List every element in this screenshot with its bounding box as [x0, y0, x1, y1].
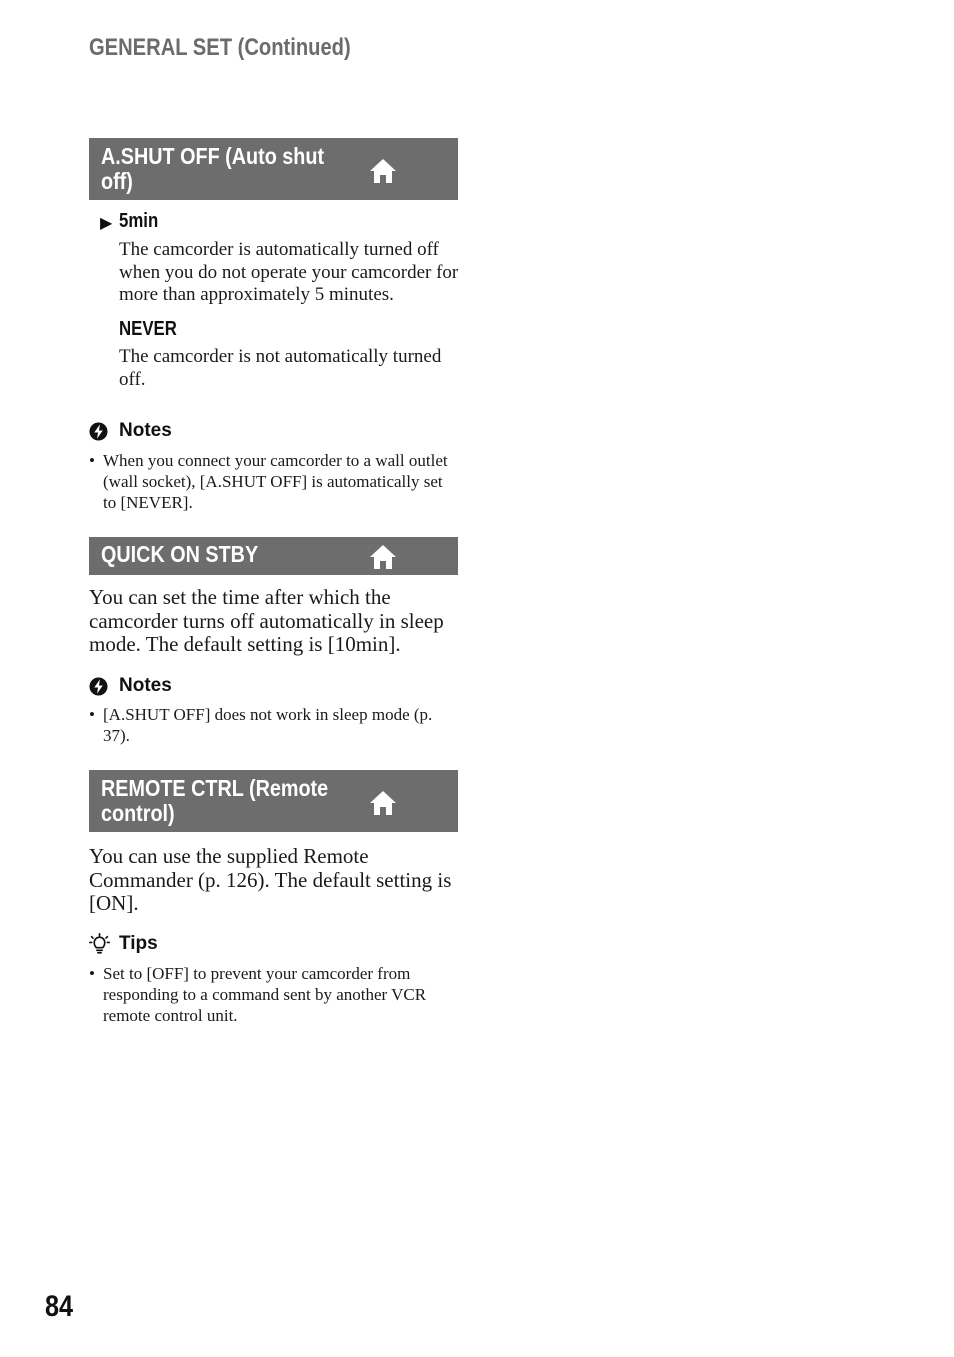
section-body-text: You can set the time after which the camcorder turns off automatically in sleep mode. The default setting is [10min].	[89, 585, 444, 656]
option-desc-5min: The camcorder is automatically turned off when you do not operate your camcorder for more than approximately 5 minutes.	[119, 239, 459, 305]
section-title: A.SHUT OFF (Auto shut off)	[101, 143, 325, 194]
section-header-auto-shut-off	[89, 138, 458, 200]
section-header-remote-ctrl	[89, 770, 458, 832]
section-title: REMOTE CTRL (Remote control)	[101, 775, 329, 826]
page-header-title: GENERAL SET (Continued)	[89, 34, 351, 61]
notes-icon	[89, 422, 108, 441]
page-header	[89, 34, 401, 62]
home-icon	[369, 544, 397, 570]
option-desc-never: The camcorder is not automatically turned off.	[119, 346, 442, 390]
page-number: 84	[45, 1290, 74, 1323]
home-icon	[369, 158, 397, 184]
home-icon	[369, 790, 397, 816]
option-label-5min: 5min	[119, 210, 159, 232]
section-body-text: You can use the supplied Remote Commander (p. 126). The default setting is [ON].	[89, 844, 452, 915]
section-header-quick-on-stby	[89, 537, 458, 575]
section-title: QUICK ON STBY	[101, 541, 259, 567]
lightbulb-icon	[89, 933, 110, 954]
option-label-never: NEVER	[119, 318, 177, 340]
selected-marker: ▶	[100, 215, 113, 232]
notes-icon	[89, 677, 108, 696]
